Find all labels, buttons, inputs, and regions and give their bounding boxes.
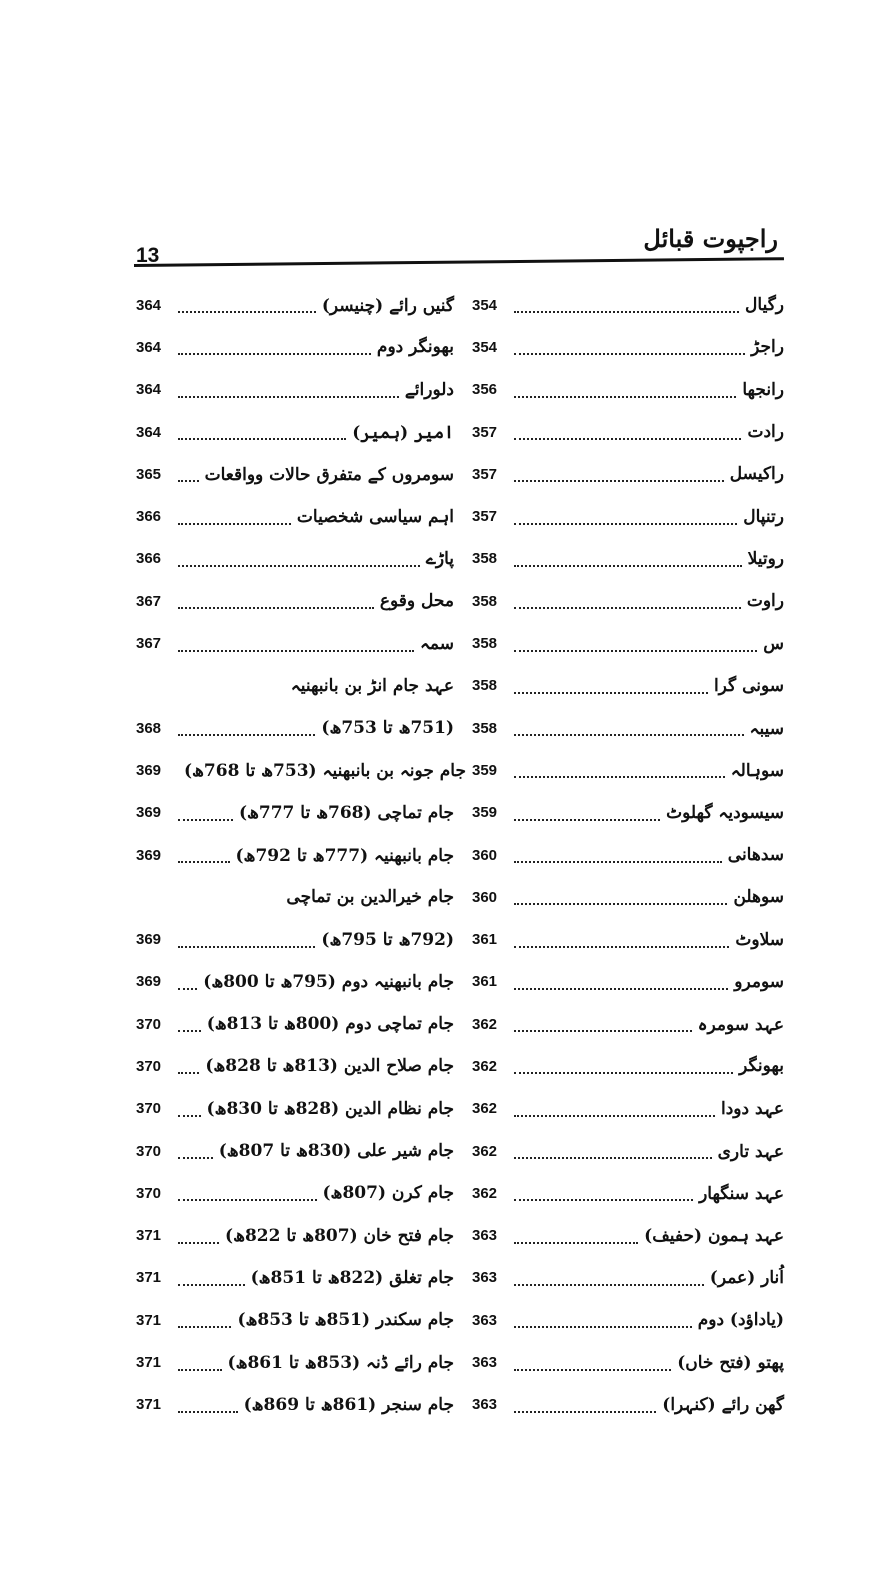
toc-entry-title: اہم سیاسی شخصیات — [296, 507, 454, 528]
toc-page-number: 364 — [136, 423, 162, 441]
toc-entry-title: سمہ — [419, 634, 454, 655]
toc-page-number: 361 — [472, 931, 498, 949]
dot-leader — [178, 565, 420, 567]
toc-page-number: 371 — [136, 1227, 162, 1245]
toc-page-number: 369 — [136, 846, 162, 864]
toc-entry-title: جام تغلق (822ھ تا 851ھ) — [250, 1267, 454, 1288]
toc-entry — [136, 918, 454, 960]
dot-leader — [178, 1157, 213, 1159]
toc-page-number: 363 — [472, 1396, 498, 1414]
toc-page-number: 358 — [472, 635, 498, 653]
dot-leader — [178, 1115, 201, 1117]
toc-entry-title: (یاداؤد) دوم — [697, 1310, 784, 1331]
dot-leader — [178, 1072, 199, 1074]
toc-entry-title: رادت — [747, 422, 784, 443]
dot-leader — [178, 819, 233, 821]
toc-entry-title: عہد سومرہ — [697, 1014, 784, 1035]
toc-page-number: 369 — [136, 973, 162, 991]
toc-entry — [472, 1003, 784, 1045]
toc-entry-title: جام شیر علی (830ھ تا 807ھ) — [218, 1141, 454, 1162]
toc-entry-title: اُنار (عمر) — [709, 1267, 784, 1288]
toc-entry — [136, 411, 454, 453]
toc-entry-title: جام جونہ بن بانبھنیہ (753ھ تا 768ھ) — [184, 760, 466, 781]
dot-leader — [514, 607, 741, 609]
toc-entry-title: سدھانی — [727, 845, 784, 865]
dot-leader — [178, 988, 197, 990]
toc-page-number: 358 — [472, 677, 498, 695]
dot-leader — [514, 1242, 638, 1244]
toc-entry-title: رانجھا — [742, 379, 784, 400]
toc-entry — [472, 495, 784, 537]
toc-page-number: 362 — [472, 1100, 498, 1118]
toc-page-number: 370 — [136, 1015, 162, 1033]
toc-entry — [136, 1299, 454, 1341]
toc-entry-title: جام صلاح الدین (813ھ تا 828ھ) — [205, 1056, 454, 1077]
dot-leader — [514, 861, 722, 863]
toc-entry — [136, 961, 454, 1003]
dot-leader — [178, 438, 346, 440]
toc-entry — [472, 961, 784, 1003]
toc-page-number: 371 — [136, 1311, 162, 1329]
toc-page-number: 360 — [472, 846, 498, 864]
dot-leader — [514, 1157, 712, 1159]
dot-leader — [178, 607, 374, 609]
toc-entry-title: سیسودیہ گھلوٹ — [666, 803, 784, 824]
dot-leader — [514, 988, 728, 990]
toc-entry — [136, 665, 454, 707]
toc-entry-title: جام تماچی دوم (800ھ تا 813ھ) — [206, 1014, 454, 1035]
toc-entry-title: جام سکندر (851ھ تا 853ھ) — [237, 1310, 454, 1331]
dot-leader — [178, 1411, 238, 1413]
dot-leader — [514, 776, 725, 778]
toc-entry — [472, 876, 784, 918]
toc-entry — [136, 707, 454, 749]
toc-page-number: 358 — [472, 550, 498, 568]
toc-entry — [472, 622, 784, 664]
toc-page-number: 371 — [136, 1354, 162, 1372]
dot-leader — [514, 1326, 692, 1328]
dot-leader — [178, 523, 291, 525]
toc-entry — [136, 1215, 454, 1257]
dot-leader — [178, 946, 315, 948]
toc-entry-title: سیبہ — [749, 718, 784, 739]
toc-page-number: 357 — [472, 465, 498, 483]
header-divider — [134, 257, 784, 267]
dot-leader — [514, 1369, 671, 1371]
toc-page-number: 363 — [472, 1354, 498, 1372]
toc-entry-title: عہد سنگھار — [699, 1183, 784, 1204]
toc-entry — [472, 1215, 784, 1257]
toc-entry-title: دلورائے — [404, 380, 454, 401]
toc-entry-title: رگیال — [745, 295, 784, 316]
toc-entry — [472, 1257, 784, 1299]
toc-page-number: 359 — [472, 761, 498, 779]
toc-entry — [472, 1130, 784, 1172]
dot-leader — [178, 1242, 219, 1244]
dot-leader — [514, 480, 724, 482]
toc-page-number: 362 — [472, 1184, 498, 1202]
dot-leader — [514, 692, 708, 694]
dot-leader — [514, 903, 727, 905]
toc-page-number: 357 — [472, 423, 498, 441]
toc-entry-title: جام بانبھنیہ دوم (795ھ تا 800ھ) — [203, 972, 454, 993]
toc-entry-title: سلاوٹ — [735, 929, 784, 950]
toc-entry — [472, 918, 784, 960]
toc-entry — [472, 580, 784, 622]
toc-entry — [136, 1257, 454, 1299]
toc-entry-title: سومرو — [734, 971, 784, 992]
toc-page-number: 357 — [472, 508, 498, 526]
toc-entry-title: جام سنجر (861ھ تا 869ھ) — [243, 1394, 454, 1415]
toc-page-number: 364 — [136, 296, 162, 314]
dot-leader — [514, 946, 729, 948]
toc-entry — [472, 1088, 784, 1130]
toc-entry-title: (751ھ تا 753ھ) — [321, 718, 454, 739]
toc-entry — [472, 1045, 784, 1087]
toc-entry — [136, 284, 454, 326]
toc-entry — [136, 1341, 454, 1383]
dot-leader — [178, 861, 230, 863]
toc-entry — [472, 369, 784, 411]
toc-entry — [136, 749, 466, 791]
toc-entry — [472, 1384, 784, 1426]
dot-leader — [514, 734, 744, 736]
dot-leader — [514, 1072, 733, 1074]
dot-leader — [178, 1199, 317, 1201]
dot-leader — [514, 1199, 693, 1201]
toc-entry — [136, 538, 454, 580]
dot-leader — [514, 353, 745, 355]
toc-entry — [472, 411, 784, 453]
toc-page-number: 369 — [136, 931, 162, 949]
toc-entry-title: عہد جام انڑ بن بانبھنیہ — [290, 676, 454, 697]
dot-leader — [514, 1411, 656, 1413]
toc-page-number: 362 — [472, 1142, 498, 1160]
dot-leader — [514, 396, 736, 398]
toc-page-number: 370 — [136, 1100, 162, 1118]
toc-entry — [136, 1045, 454, 1087]
dot-leader — [178, 650, 414, 652]
toc-entry-title: راجڑ — [751, 337, 784, 358]
dot-leader — [514, 650, 757, 652]
toc-entry — [472, 707, 784, 749]
toc-entry-title: جام نظام الدین (828ھ تا 830ھ) — [206, 1098, 454, 1119]
dot-leader — [178, 480, 199, 482]
toc-entry-title: راکیسل — [729, 464, 784, 485]
toc-entry-title: جام فتح خان (807ھ تا 822ھ) — [225, 1225, 454, 1246]
dot-leader — [178, 311, 316, 313]
toc-entry — [136, 876, 454, 918]
toc-entry-title: جام کرن (807ھ) — [322, 1183, 454, 1204]
toc-entry — [136, 1088, 454, 1130]
toc-page-number: 371 — [136, 1269, 162, 1287]
toc-entry — [472, 538, 784, 580]
toc-page-number: 367 — [136, 635, 162, 653]
toc-entry — [472, 749, 784, 791]
toc-page-number: 367 — [136, 592, 162, 610]
toc-entry — [472, 284, 784, 326]
toc-page-number: 369 — [136, 804, 162, 822]
page-number: 13 — [136, 244, 160, 267]
toc-entry — [472, 453, 784, 495]
toc-entry-title: عہد دودا — [720, 1099, 784, 1120]
toc-page-number: 359 — [472, 804, 498, 822]
toc-page-number: 370 — [136, 1057, 162, 1075]
toc-entry-title: رتنپال — [743, 506, 784, 527]
toc-entry-title: محل وقوع — [379, 591, 454, 612]
toc-entry — [136, 326, 454, 368]
toc-entry — [136, 834, 454, 876]
toc-entry-title: راوت — [746, 591, 784, 612]
toc-entry — [472, 1299, 784, 1341]
toc-page-number: 358 — [472, 719, 498, 737]
toc-entry — [136, 453, 454, 495]
toc-page-number: 363 — [472, 1311, 498, 1329]
toc-page-number: 361 — [472, 973, 498, 991]
dot-leader — [514, 523, 737, 525]
toc-entry — [472, 792, 784, 834]
dot-leader — [514, 311, 739, 313]
toc-entry — [136, 1172, 454, 1214]
toc-entry-title: امیر (ہمیر) — [352, 422, 454, 443]
dot-leader — [178, 396, 399, 398]
toc-entry-title: جام تماچی (768ھ تا 777ھ) — [238, 802, 454, 823]
toc-page-number: 366 — [136, 508, 162, 526]
dot-leader — [514, 819, 660, 821]
dot-leader — [178, 353, 371, 355]
toc-page-number: 364 — [136, 381, 162, 399]
toc-entry — [136, 792, 454, 834]
toc-entry-title: جام خیرالدین بن تماچی — [286, 887, 454, 908]
toc-entry — [136, 369, 454, 411]
toc-entry — [472, 1172, 784, 1214]
toc-page-number: 362 — [472, 1057, 498, 1075]
toc-page-number: 370 — [136, 1184, 162, 1202]
toc-entry-title: عہد ہمون (حفیف) — [644, 1226, 784, 1247]
toc-column-left — [136, 284, 466, 1426]
toc-entry-title: گھن رائے (کنہرا) — [662, 1395, 784, 1416]
toc-entry-title: پاڑے — [425, 549, 454, 570]
toc-entry — [136, 1130, 454, 1172]
toc-entry — [136, 495, 454, 537]
toc-page-number: 364 — [136, 338, 162, 356]
toc-entry — [472, 665, 784, 707]
toc-page-number: 371 — [136, 1396, 162, 1414]
toc-page-number: 369 — [136, 761, 162, 779]
toc-column-right — [472, 284, 784, 1426]
toc-entry-title: جام بانبھنیہ (777ھ تا 792ھ) — [235, 845, 454, 866]
toc-page-number: 354 — [472, 338, 498, 356]
dot-leader — [514, 438, 741, 440]
toc-page-number: 354 — [472, 296, 498, 314]
toc-page-number: 360 — [472, 888, 498, 906]
toc-entry-title: (792ھ تا 795ھ) — [321, 929, 454, 950]
toc-entry-title: جام رائے ڈنہ (853ھ تا 861ھ) — [227, 1353, 454, 1374]
dot-leader — [178, 1369, 222, 1371]
dot-leader — [178, 1030, 201, 1032]
toc-entry — [136, 622, 454, 664]
toc-entry — [136, 1384, 454, 1426]
dot-leader — [514, 565, 742, 567]
toc-page-number: 363 — [472, 1269, 498, 1287]
dot-leader — [514, 1284, 704, 1286]
toc-entry-title: بھونگر — [739, 1056, 784, 1077]
toc-entry-title: سومروں کے متفرق حالات وواقعات — [204, 464, 454, 485]
toc-page-number: 368 — [136, 719, 162, 737]
toc-entry-title: سونی گرا — [713, 675, 784, 696]
toc-page-number: 362 — [472, 1015, 498, 1033]
toc-page-number: 366 — [136, 550, 162, 568]
toc-entry-title: سوھلن — [733, 887, 784, 908]
running-header-title: راجپوت قبائل — [643, 224, 778, 253]
toc-entry-title: پھتو (فتح خاں) — [677, 1352, 784, 1373]
dot-leader — [178, 1284, 245, 1286]
toc-entry — [472, 834, 784, 876]
toc-page-number: 358 — [472, 592, 498, 610]
toc-entry-title: س — [763, 633, 784, 654]
toc-entry-title: روتیلا — [747, 548, 784, 569]
toc-entry — [472, 1341, 784, 1383]
toc-entry — [136, 1003, 454, 1045]
toc-entry-title: گنیں رائے (چنیسر) — [321, 295, 454, 316]
toc-entry — [472, 326, 784, 368]
toc-page-number: 356 — [472, 381, 498, 399]
toc-entry-title: بھونگر دوم — [376, 337, 454, 358]
toc-entry-title: عہد تاری — [717, 1141, 784, 1162]
dot-leader — [178, 1326, 231, 1328]
dot-leader — [514, 1030, 692, 1032]
dot-leader — [178, 734, 315, 736]
toc-entry-title: سوہالہ — [730, 760, 784, 781]
toc-entry — [136, 580, 454, 622]
toc-page-number: 365 — [136, 465, 162, 483]
toc-page-number: 363 — [472, 1227, 498, 1245]
dot-leader — [514, 1115, 715, 1117]
toc-page-number: 370 — [136, 1142, 162, 1160]
